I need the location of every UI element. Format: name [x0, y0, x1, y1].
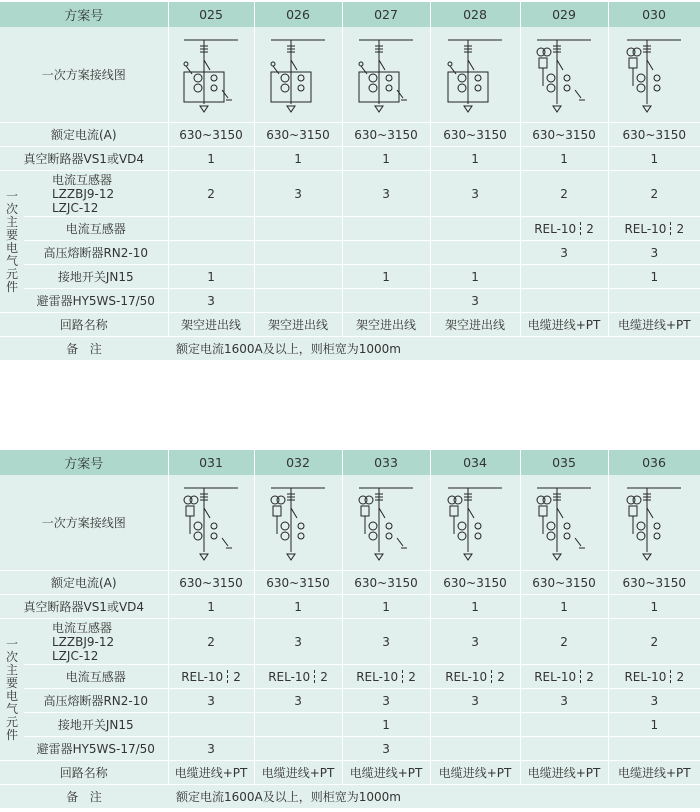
rel-type: REL-10	[534, 221, 577, 236]
breaker-value: 1	[430, 147, 520, 171]
rel-type: REL-10	[356, 669, 399, 684]
component-value	[342, 289, 430, 313]
breaker-value: 1	[254, 595, 342, 619]
circuit-name-value: 架空进出线	[430, 313, 520, 337]
remark-text: 额定电流1600A及以上，则柜宽为1000m	[168, 785, 700, 809]
rel-divider	[580, 222, 582, 235]
scheme-number: 036	[608, 450, 700, 475]
component-label	[24, 619, 168, 665]
rel-qty: 2	[497, 669, 505, 684]
rel-type: REL-10	[624, 221, 667, 236]
circuit-name-value: 电缆进线+PT	[254, 761, 342, 785]
component-value	[430, 737, 520, 761]
component-value: 3	[430, 619, 520, 665]
component-label: 高压熔断器RN2-10	[24, 689, 168, 713]
circuit-name-label: 回路名称	[0, 761, 168, 785]
component-label: 接地开关JN15	[24, 713, 168, 737]
component-value	[520, 217, 608, 241]
rel-type: REL-10	[268, 669, 311, 684]
scheme-number: 033	[342, 450, 430, 475]
circuit-name-value: 电缆进线+PT	[608, 761, 700, 785]
rel-spec	[534, 222, 594, 236]
component-value	[608, 289, 700, 313]
component-value: 1	[342, 265, 430, 289]
component-value: 2	[520, 619, 608, 665]
circuit-name-value: 架空进出线	[168, 313, 254, 337]
components-side-label	[0, 619, 24, 761]
breaker-label: 真空断路器VS1或VD4	[0, 595, 168, 619]
rated-current-value: 630~3150	[608, 571, 700, 595]
breaker-value: 1	[430, 595, 520, 619]
rated-current-value: 630~3150	[254, 571, 342, 595]
scheme-number: 028	[430, 2, 520, 27]
component-label-line: LZJC-12	[52, 648, 99, 663]
rel-qty: 2	[676, 221, 685, 236]
component-value: 3	[254, 619, 342, 665]
component-value: 3	[254, 689, 342, 713]
circuit-name-value: 电缆进线+PT	[608, 313, 700, 337]
component-value: 3	[342, 619, 430, 665]
component-label-line: LZJC-12	[52, 200, 99, 215]
component-value	[520, 737, 608, 761]
components-side-text: 一次主要电气元件	[5, 636, 18, 742]
component-value	[430, 217, 520, 241]
rel-spec	[181, 670, 241, 684]
component-value: 3	[608, 689, 700, 713]
component-value	[608, 217, 700, 241]
breaker-label: 真空断路器VS1或VD4	[0, 147, 168, 171]
component-value	[608, 737, 700, 761]
rated-current-value: 630~3150	[520, 571, 608, 595]
rel-qty: 2	[408, 669, 416, 684]
component-value	[254, 217, 342, 241]
scheme-031-diagram-icon	[168, 475, 254, 571]
breaker-value: 1	[342, 595, 430, 619]
components-side-text: 一次主要电气元件	[5, 188, 18, 294]
component-value	[520, 713, 608, 737]
circuit-name-value: 电缆进线+PT	[342, 761, 430, 785]
rel-divider	[314, 670, 316, 683]
circuit-name-value: 架空进出线	[254, 313, 342, 337]
rel-type: REL-10	[445, 669, 488, 684]
circuit-name-value: 电缆进线+PT	[430, 761, 520, 785]
rel-qty: 2	[586, 221, 594, 236]
diagram-label: 一次方案接线图	[0, 475, 168, 571]
scheme-grid	[0, 2, 700, 361]
scheme-table-1	[0, 2, 700, 361]
component-value	[520, 289, 608, 313]
breaker-value: 1	[168, 147, 254, 171]
circuit-name-value: 电缆进线+PT	[520, 313, 608, 337]
scheme-028-diagram-icon	[430, 27, 520, 123]
breaker-value: 1	[168, 595, 254, 619]
component-value	[254, 265, 342, 289]
rel-qty: 2	[586, 669, 594, 684]
component-value	[254, 241, 342, 265]
rel-qty: 2	[676, 669, 685, 684]
rel-divider	[491, 670, 493, 683]
rel-type: REL-10	[181, 669, 224, 684]
component-value	[342, 217, 430, 241]
component-value	[168, 217, 254, 241]
rel-qty: 2	[320, 669, 328, 684]
component-value	[608, 665, 700, 689]
scheme-number-header: 方案号	[0, 2, 168, 27]
scheme-number: 027	[342, 2, 430, 27]
circuit-name-value: 电缆进线+PT	[168, 761, 254, 785]
scheme-032-diagram-icon	[254, 475, 342, 571]
rel-divider	[227, 670, 229, 683]
rated-current-value: 630~3150	[254, 123, 342, 147]
component-label: 电流互感器	[24, 217, 168, 241]
component-label: 电流互感器	[24, 665, 168, 689]
component-value: 2	[168, 619, 254, 665]
component-value: 3	[168, 289, 254, 313]
component-value: 3	[430, 689, 520, 713]
component-value	[254, 737, 342, 761]
scheme-034-diagram-icon	[430, 475, 520, 571]
scheme-035-diagram-icon	[520, 475, 608, 571]
component-label: 避雷器HY5WS-17/50	[24, 289, 168, 313]
component-value	[168, 241, 254, 265]
diagram-label: 一次方案接线图	[0, 27, 168, 123]
component-value	[520, 665, 608, 689]
rated-current-value: 630~3150	[520, 123, 608, 147]
component-value: 3	[520, 241, 608, 265]
component-value: 3	[168, 689, 254, 713]
circuit-name-label: 回路名称	[0, 313, 168, 337]
component-label-line: 电流互感器	[52, 620, 113, 635]
remark-text: 额定电流1600A及以上，则柜宽为1000m	[168, 337, 700, 361]
breaker-value: 1	[608, 595, 700, 619]
rated-current-value: 630~3150	[342, 571, 430, 595]
component-value	[168, 665, 254, 689]
component-value: 1	[168, 265, 254, 289]
breaker-value: 1	[520, 595, 608, 619]
scheme-table-2	[0, 450, 700, 809]
rel-divider	[670, 222, 672, 235]
breaker-value: 1	[520, 147, 608, 171]
rel-type: REL-10	[534, 669, 577, 684]
component-label-line: LZZBJ9-12	[52, 186, 115, 201]
component-value: 3	[168, 737, 254, 761]
scheme-number: 026	[254, 2, 342, 27]
scheme-number: 029	[520, 2, 608, 27]
remark-label: 备 注	[0, 785, 168, 809]
rated-current-value: 630~3150	[168, 123, 254, 147]
rated-current-value: 630~3150	[168, 571, 254, 595]
circuit-name-value: 电缆进线+PT	[520, 761, 608, 785]
scheme-025-diagram-icon	[168, 27, 254, 123]
component-value: 1	[608, 713, 700, 737]
scheme-number: 032	[254, 450, 342, 475]
component-value	[168, 713, 254, 737]
component-label: 接地开关JN15	[24, 265, 168, 289]
scheme-number: 034	[430, 450, 520, 475]
rated-current-value: 630~3150	[608, 123, 700, 147]
scheme-number: 031	[168, 450, 254, 475]
component-value: 3	[254, 171, 342, 217]
rel-divider	[670, 670, 672, 683]
remark-label: 备 注	[0, 337, 168, 361]
scheme-033-diagram-icon	[342, 475, 430, 571]
scheme-036-diagram-icon	[608, 475, 700, 571]
rel-spec	[268, 670, 328, 684]
scheme-number: 025	[168, 2, 254, 27]
rated-current-value: 630~3150	[342, 123, 430, 147]
component-value	[430, 713, 520, 737]
circuit-name-value: 架空进出线	[342, 313, 430, 337]
scheme-026-diagram-icon	[254, 27, 342, 123]
rel-divider	[580, 670, 582, 683]
scheme-029-diagram-icon	[520, 27, 608, 123]
component-value: 2	[608, 171, 700, 217]
rated-current-value: 630~3150	[430, 571, 520, 595]
rel-spec	[624, 222, 684, 236]
component-value	[342, 241, 430, 265]
rel-type: REL-10	[624, 669, 667, 684]
rel-spec	[534, 670, 594, 684]
rel-spec	[356, 670, 416, 684]
component-value: 3	[342, 737, 430, 761]
component-value: 2	[608, 619, 700, 665]
component-value: 3	[430, 289, 520, 313]
component-value	[430, 241, 520, 265]
scheme-number: 035	[520, 450, 608, 475]
scheme-027-diagram-icon	[342, 27, 430, 123]
component-label: 高压熔断器RN2-10	[24, 241, 168, 265]
component-value	[254, 713, 342, 737]
component-value: 3	[520, 689, 608, 713]
component-value: 3	[342, 171, 430, 217]
rel-spec	[624, 670, 684, 684]
component-value: 1	[342, 713, 430, 737]
component-value	[430, 665, 520, 689]
component-value: 2	[168, 171, 254, 217]
component-value: 3	[430, 171, 520, 217]
component-value: 1	[608, 265, 700, 289]
component-label-line: 电流互感器	[52, 172, 113, 187]
breaker-value: 1	[342, 147, 430, 171]
breaker-value: 1	[254, 147, 342, 171]
component-value: 3	[342, 689, 430, 713]
rated-current-value: 630~3150	[430, 123, 520, 147]
component-value: 1	[430, 265, 520, 289]
component-value: 2	[520, 171, 608, 217]
rel-divider	[402, 670, 404, 683]
component-value	[342, 665, 430, 689]
breaker-value: 1	[608, 147, 700, 171]
scheme-number: 030	[608, 2, 700, 27]
scheme-030-diagram-icon	[608, 27, 700, 123]
scheme-grid	[0, 450, 700, 809]
rel-qty: 2	[233, 669, 241, 684]
component-label-line: LZZBJ9-12	[52, 634, 115, 649]
rated-current-label: 额定电流(A)	[0, 123, 168, 147]
component-value	[520, 265, 608, 289]
scheme-number-header: 方案号	[0, 450, 168, 475]
component-value	[254, 289, 342, 313]
components-side-label	[0, 171, 24, 313]
component-label: 避雷器HY5WS-17/50	[24, 737, 168, 761]
component-value	[254, 665, 342, 689]
component-label	[24, 171, 168, 217]
rel-spec	[445, 670, 505, 684]
rated-current-label: 额定电流(A)	[0, 571, 168, 595]
component-value: 3	[608, 241, 700, 265]
